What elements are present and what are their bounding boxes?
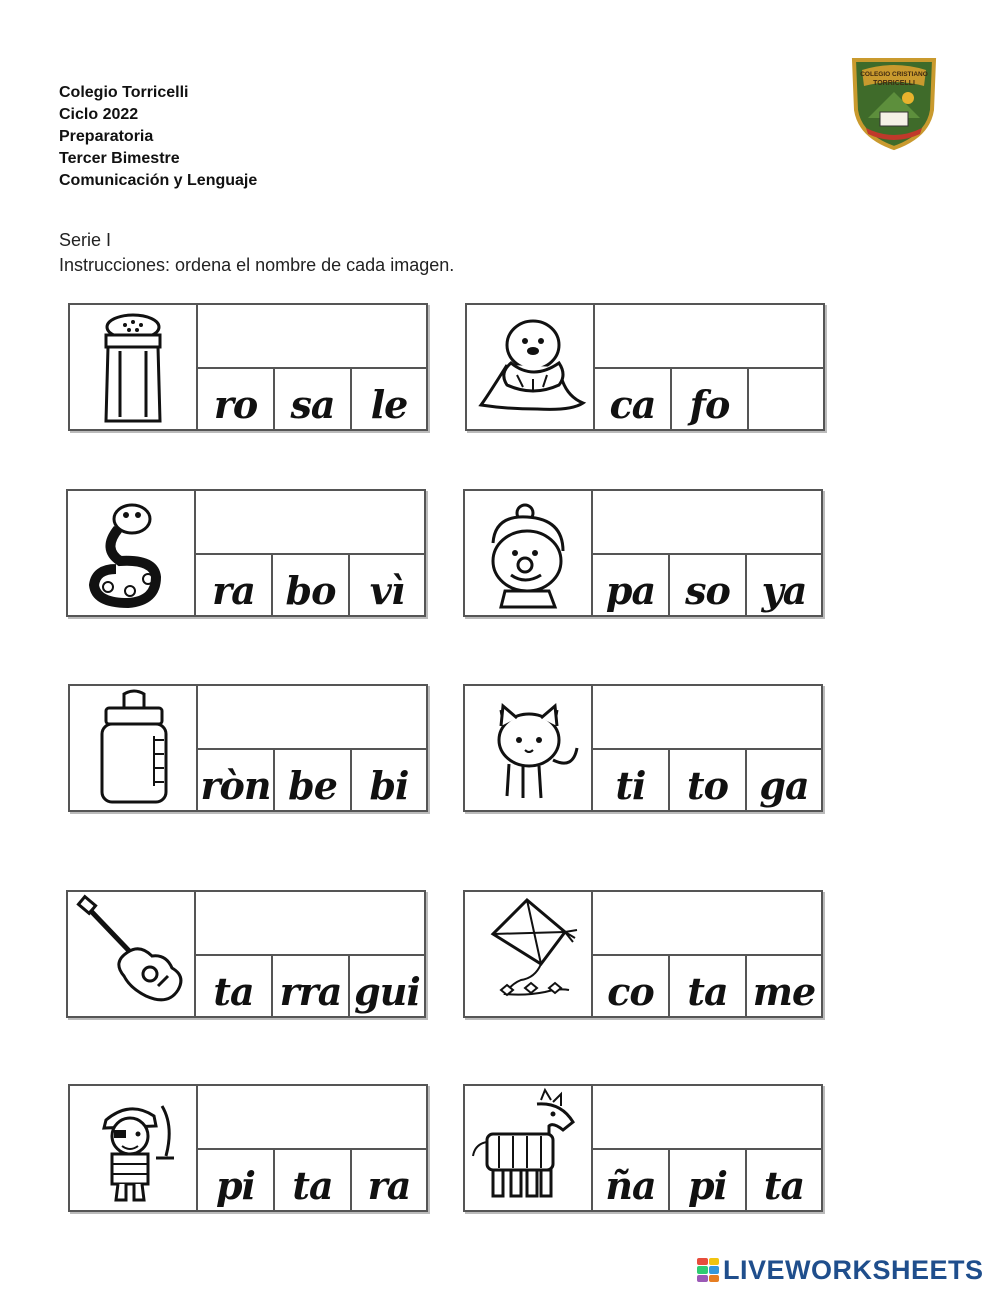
answer-box[interactable]	[595, 305, 823, 369]
syllable-box[interactable]: ta	[196, 956, 273, 1016]
syllable-box[interactable]: ta	[763, 1163, 805, 1208]
answer-box[interactable]	[593, 491, 821, 555]
word-card	[66, 489, 426, 617]
syllable-box[interactable]: ga	[759, 763, 809, 808]
svg-text:COLEGIO CRISTIANO: COLEGIO CRISTIANO	[860, 71, 928, 78]
word-card	[68, 684, 428, 812]
syllable-box[interactable]	[749, 369, 823, 429]
syllable-box[interactable]: ra	[367, 1163, 411, 1208]
answer-box[interactable]	[593, 1086, 821, 1150]
syllable-box[interactable]: ña	[593, 1150, 670, 1210]
guitar-icon	[68, 892, 196, 1016]
pirate-icon	[70, 1086, 198, 1210]
syllable-box[interactable]: bi	[369, 763, 409, 808]
syllable-box[interactable]: ca	[595, 369, 672, 429]
answer-box[interactable]	[198, 686, 426, 750]
series-instructions: Instrucciones: ordena el nombre de cada imagen.	[59, 255, 455, 275]
syllable-box[interactable]: sa	[275, 369, 352, 429]
kitten-icon	[465, 686, 593, 810]
word-card	[68, 1084, 428, 1212]
liveworksheets-brand[interactable]: LIVEWORKSHEETS	[723, 1254, 984, 1285]
kite-icon	[465, 892, 593, 1016]
seal-icon	[467, 305, 595, 429]
syllable-box[interactable]: so	[670, 555, 747, 615]
school-name: Colegio Torricelli	[59, 84, 189, 101]
liveworksheets-logo-icon	[697, 1258, 719, 1282]
syllable-box[interactable]: rra	[273, 956, 350, 1016]
syllable-box[interactable]: pi	[198, 1150, 275, 1210]
syllable-box[interactable]: pi	[670, 1150, 747, 1210]
answer-box[interactable]	[196, 892, 424, 956]
word-card	[463, 684, 823, 812]
syllable-box[interactable]: ta	[670, 956, 747, 1016]
word-card	[463, 890, 823, 1018]
syllable-box[interactable]: co	[593, 956, 670, 1016]
clown-icon	[465, 491, 593, 615]
pinata-icon	[465, 1086, 593, 1210]
syllable-box[interactable]: ta	[275, 1150, 352, 1210]
syllable-box[interactable]: bo	[273, 555, 350, 615]
word-card	[66, 890, 426, 1018]
series-block	[59, 228, 454, 278]
syllable-box[interactable]: gui	[354, 969, 420, 1014]
answer-box[interactable]	[198, 1086, 426, 1150]
syllable-box[interactable]: ya	[761, 568, 807, 613]
answer-box[interactable]	[198, 305, 426, 369]
salt-shaker-icon	[70, 305, 198, 429]
liveworksheets-footer	[697, 1255, 984, 1285]
baby-bottle-icon	[70, 686, 198, 810]
school-crest-logo	[848, 52, 940, 152]
school-subject: Comunicación y Lenguaje	[59, 172, 258, 189]
answer-box[interactable]	[593, 892, 821, 956]
school-cycle: Ciclo 2022	[59, 106, 139, 123]
snake-icon	[68, 491, 196, 615]
word-card	[465, 303, 825, 431]
syllable-box[interactable]: ro	[198, 369, 275, 429]
syllable-box[interactable]: me	[752, 969, 816, 1014]
school-term: Tercer Bimestre	[59, 150, 180, 167]
syllable-box[interactable]: ti	[593, 750, 670, 810]
syllable-box[interactable]: be	[275, 750, 352, 810]
syllable-box[interactable]: pa	[593, 555, 670, 615]
syllable-box[interactable]: le	[370, 382, 408, 427]
worksheet-header	[59, 82, 257, 192]
syllable-box[interactable]: ròn	[198, 750, 275, 810]
syllable-box[interactable]: vì	[369, 568, 405, 613]
syllable-box[interactable]: fo	[672, 369, 749, 429]
school-level: Preparatoria	[59, 128, 154, 145]
word-card	[463, 1084, 823, 1212]
word-card	[463, 489, 823, 617]
syllable-box[interactable]: to	[670, 750, 747, 810]
answer-box[interactable]	[593, 686, 821, 750]
answer-box[interactable]	[196, 491, 424, 555]
word-card	[68, 303, 428, 431]
syllable-box[interactable]: ra	[196, 555, 273, 615]
svg-text:TORRICELLI: TORRICELLI	[873, 80, 915, 87]
series-title: Serie I	[59, 230, 112, 250]
